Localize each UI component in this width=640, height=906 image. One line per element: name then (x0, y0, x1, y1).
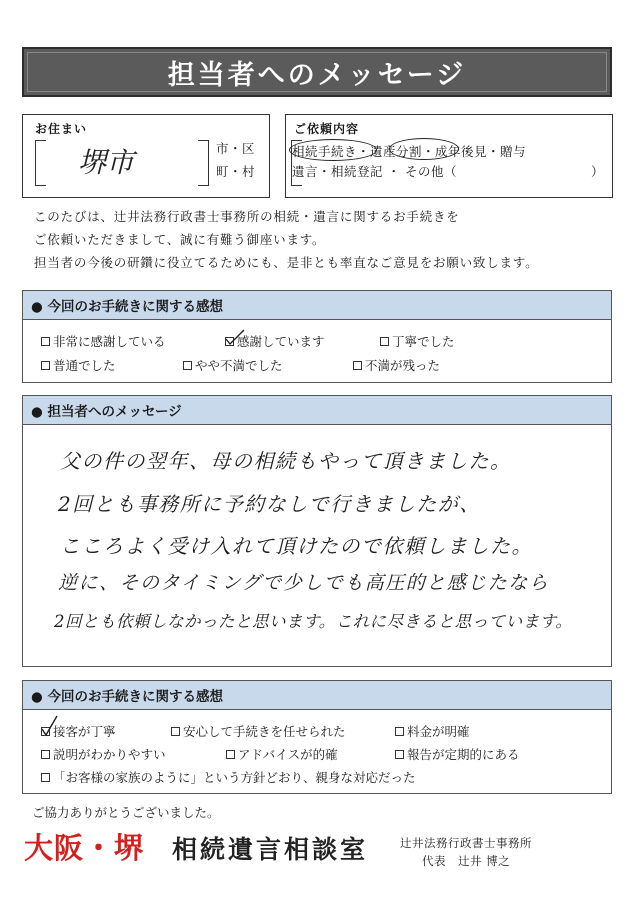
survey1-body (22, 320, 612, 383)
survey2-option[interactable] (226, 745, 338, 763)
address-value: 堺市 (78, 146, 135, 179)
checkbox-icon[interactable] (395, 750, 404, 759)
message-line-4: 逆に、そのタイミングで少しでも高圧的と感じたなら (58, 572, 550, 594)
address-unit-top: 市・区 (216, 141, 256, 156)
survey1-option[interactable] (225, 332, 325, 350)
option-label: 接客が丁寧 (53, 724, 116, 739)
page-title: 担当者へのメッセージ (167, 59, 467, 91)
title-banner (22, 47, 612, 97)
survey2-option[interactable] (171, 722, 346, 740)
address-bracket-left (35, 140, 46, 186)
office-name: 辻井法務行政書士事務所 (400, 836, 532, 850)
request-box (285, 114, 613, 198)
request-line1: 相続手続き・遺産分割・成年後見・贈与 (292, 144, 527, 159)
address-unit-bottom: 町・村 (216, 164, 256, 179)
checkbox-checked-icon[interactable] (41, 727, 50, 736)
thanks-text: ご協力ありがとうございました。 (32, 805, 220, 820)
representative-name: 代表 辻井 博之 (422, 854, 511, 868)
option-label: 普通でした (53, 358, 116, 373)
option-label: 説明がわかりやすい (53, 747, 166, 762)
circle-mark-souzoku (289, 139, 377, 161)
message-heading: ● 担当者へのメッセージ (22, 395, 612, 425)
survey2-heading: ● 今回のお手続きに関する感想 (22, 680, 612, 710)
checkbox-icon[interactable] (41, 773, 50, 782)
survey2-option[interactable] (395, 722, 470, 740)
survey1-heading: ● 今回のお手続きに関する感想 (22, 290, 612, 320)
survey1-option[interactable] (353, 356, 440, 374)
request-line2: 遺言・相続登記 ・ その他（ (292, 164, 457, 179)
address-box (22, 114, 270, 198)
survey2-body (22, 710, 612, 794)
survey2-option[interactable] (41, 745, 166, 763)
survey1-option[interactable] (41, 356, 116, 374)
brand-location: 大阪・堺 (24, 831, 145, 865)
option-label: 安心して手続きを任せられた (183, 724, 346, 739)
request-label: ご依頼内容 (294, 122, 360, 136)
circle-mark-isan (389, 138, 459, 160)
intro-line-2: ご依頼いただきまして、誠に有難う御座います。 (34, 232, 326, 247)
option-label: 「お客様の家族のように」という方針どおり、親身な対応だった (53, 770, 416, 785)
brand-name: 相続遺言相談室 (172, 835, 369, 864)
message-line-3: こころよく受け入れて頂けたので依頼しました。 (60, 534, 533, 558)
address-label: お住まい (35, 122, 88, 136)
option-label: 丁寧でした (392, 334, 455, 349)
checkbox-icon[interactable] (226, 750, 235, 759)
option-label: 報告が定期的にある (407, 747, 520, 762)
survey1-option[interactable] (183, 356, 283, 374)
intro-line-3: 担当者の今後の研鑽に役立てるためにも、是非とも率直なご意見をお願い致します。 (34, 255, 539, 270)
option-label: 非常に感謝している (53, 334, 166, 349)
option-label: やや不満でした (195, 358, 283, 373)
option-label: アドバイスが的確 (238, 747, 338, 762)
address-bracket-right (198, 140, 209, 186)
option-label: 不満が残った (365, 358, 441, 373)
survey1-option[interactable] (41, 332, 166, 350)
checkbox-checked-icon[interactable] (225, 337, 234, 346)
checkbox-icon[interactable] (353, 361, 362, 370)
survey1-option[interactable] (380, 332, 455, 350)
checkbox-icon[interactable] (183, 361, 192, 370)
option-label: 料金が明確 (407, 724, 470, 739)
message-line-5: 2回とも依頼しなかったと思います。これに尽きると思っています。 (54, 612, 573, 631)
checkbox-icon[interactable] (171, 727, 180, 736)
message-line-2: 2回とも事務所に予約なしで行きましたが、 (58, 492, 481, 516)
survey2-option[interactable] (41, 722, 116, 740)
message-line-1: 父の件の翌年、母の相続もやって頂きました。 (60, 449, 512, 473)
checkbox-icon[interactable] (41, 750, 50, 759)
checkbox-icon[interactable] (395, 727, 404, 736)
checkbox-icon[interactable] (41, 337, 50, 346)
survey2-option[interactable] (41, 768, 416, 786)
survey2-option[interactable] (395, 745, 520, 763)
request-line2-close: ） (591, 164, 605, 179)
option-label: 感謝しています (237, 334, 325, 349)
checkbox-icon[interactable] (380, 337, 389, 346)
checkbox-icon[interactable] (41, 361, 50, 370)
intro-line-1: このたびは、辻井法務行政書士事務所の相続・遺言に関するお手続きを (34, 209, 460, 224)
